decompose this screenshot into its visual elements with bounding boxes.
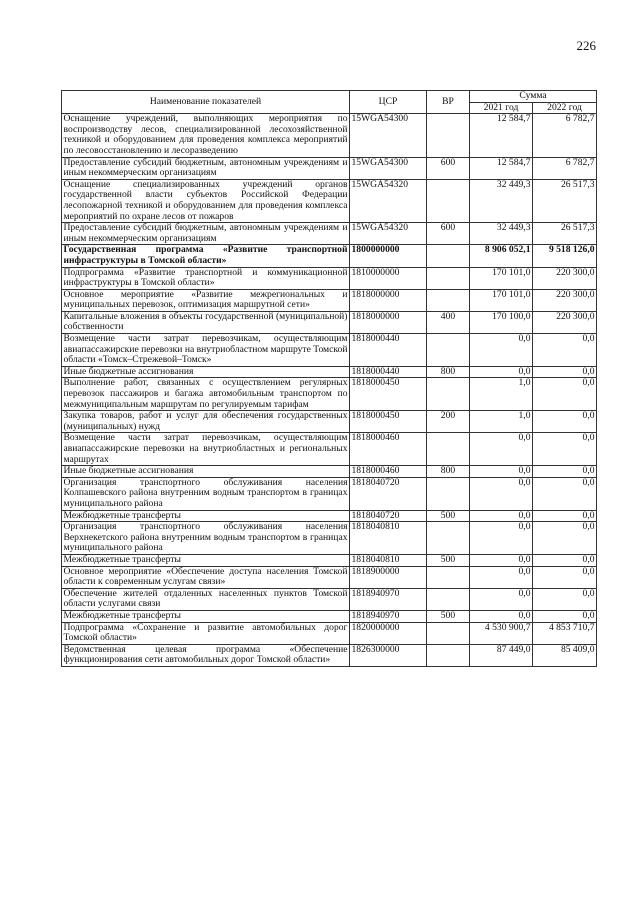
row-sum-2021: 1,0 [470,378,533,411]
row-sum-2021: 170 101,0 [470,289,533,311]
table-row [62,179,597,222]
table-header [62,91,597,114]
row-sum-2021: 0,0 [470,522,533,555]
table-row [62,466,597,478]
row-sum-2022: 0,0 [533,334,597,367]
row-code: 1826300000 [350,644,427,666]
row-sum-2021: 170 101,0 [470,267,533,289]
row-sum-2021: 12 584,7 [470,114,533,157]
row-sum-2022: 0,0 [533,522,597,555]
row-sum-2021: 0,0 [470,610,533,622]
table-row [62,157,597,179]
row-name: Предоставление субсидий бюджетным, автономным учреждениям и иным некоммерческим организациям [63,156,348,179]
row-name: Основное мероприятие «Обеспечение доступа населения Томской области к современным услугам связи» [63,565,348,588]
row-sum-2022: 0,0 [533,366,597,378]
row-code: 1818000460 [350,466,427,478]
row-code: 1818900000 [350,566,427,588]
row-vr [427,522,470,555]
row-vr [427,114,470,157]
header-year-2021: 2021 год [470,102,533,114]
row-code: 1818940970 [350,610,427,622]
row-name: Организация транспортного обслуживания населения Колпашевского района внутренним водным транспортом в границах муниципального района [63,476,348,509]
row-code: 15WGA54320 [350,223,427,245]
row-sum-2021: 0,0 [470,466,533,478]
row-sum-2022: 0,0 [533,477,597,510]
row-sum-2022: 0,0 [533,466,597,478]
row-code: 1818000450 [350,411,427,433]
row-sum-2022: 0,0 [533,566,597,588]
row-sum-2021: 12 584,7 [470,157,533,179]
row-sum-2021: 0,0 [470,334,533,367]
row-vr [427,334,470,367]
row-name: Межбюджетные трансферты [62,554,350,566]
row-vr [427,644,470,666]
row-vr [427,622,470,644]
table-row [62,566,597,588]
row-sum-2022: 0,0 [533,588,597,610]
row-name: Подпрограмма «Развитие транспортной и коммуникационной инфраструктуры в Томской области» [63,266,348,289]
row-name: Иные бюджетные ассигнования [62,366,350,378]
row-name: Иные бюджетные ассигнования [62,466,350,478]
table-row [62,522,597,555]
row-sum-2021: 0,0 [470,554,533,566]
header-sum: Сумма [470,91,597,103]
row-code: 15WGA54320 [350,179,427,222]
row-vr: 600 [427,223,470,245]
row-code: 1818040720 [350,510,427,522]
row-sum-2022: 220 300,0 [533,311,597,333]
table-row [62,245,597,267]
row-sum-2021: 0,0 [470,477,533,510]
row-code: 1820000000 [350,622,427,644]
row-vr: 600 [427,157,470,179]
row-vr: 500 [427,610,470,622]
row-code: 15WGA54300 [350,157,427,179]
header-vr: ВР [427,91,470,114]
row-name: Оснащение учреждений, выполняющих мероприятия по воспроизводству лесов, специализированной лесохозяйственной техникой и оборудованием для проведения комплекса мероприятий по лесовосстановлению и лесоразведению [63,113,348,156]
table-row [62,622,597,644]
row-sum-2022: 220 300,0 [533,267,597,289]
row-sum-2021: 1,0 [470,411,533,433]
row-name: Возмещение части затрат перевозчикам, осуществляющим авиапассажирские перевозки на внутриобластных и региональных маршрутах [63,432,348,465]
row-vr [427,245,470,267]
row-sum-2022: 0,0 [533,433,597,466]
row-code: 1818040810 [350,554,427,566]
row-code: 1818000000 [350,289,427,311]
table-row [62,554,597,566]
row-code: 15WGA54300 [350,114,427,157]
row-vr [427,267,470,289]
row-sum-2022: 26 517,3 [533,223,597,245]
row-sum-2021: 32 449,3 [470,223,533,245]
row-name: Выполнение работ, связанных с осуществлением регулярных перевозок пассажиров и багажа автомобильным транспортом по межмуниципальным маршрутам по регулируемым тарифам [63,377,348,410]
row-name: Межбюджетные трансферты [62,610,350,622]
row-name: Основное мероприятие «Развитие межрегиональных и муниципальных перевозок, оптимизация маршрутной сети» [63,288,348,311]
table-row [62,433,597,466]
row-vr: 500 [427,554,470,566]
row-code: 1818040810 [350,522,427,555]
table-row [62,267,597,289]
row-sum-2021: 170 100,0 [470,311,533,333]
row-vr: 800 [427,366,470,378]
header-code: ЦСР [350,91,427,114]
row-code: 1818000440 [350,334,427,367]
table-row [62,378,597,411]
row-sum-2021: 4 530 900,7 [470,622,533,644]
table-row [62,311,597,333]
table-row [62,588,597,610]
page-number: 226 [576,38,596,53]
row-code: 1818000000 [350,311,427,333]
row-vr: 200 [427,411,470,433]
row-name: Закупка товаров, работ и услуг для обеспечения государственных (муниципальных) нужд [63,410,348,432]
row-name: Капитальные вложения в объекты государственной (муниципальной) собственности [63,310,348,333]
row-code: 1818000450 [350,378,427,411]
row-code: 1818000460 [350,433,427,466]
table-row [62,510,597,522]
row-sum-2022: 85 409,0 [533,644,597,666]
row-name: Ведомственная целевая программа «Обеспечение функционирования сети автомобильных дорог Томской области» [63,643,348,666]
row-vr [427,289,470,311]
row-name: Обеспечение жителей отдаленных населенных пунктов Томской области услугами связи [63,587,348,610]
row-sum-2021: 0,0 [470,566,533,588]
row-sum-2022: 9 518 126,0 [533,245,597,267]
row-code: 1800000000 [350,245,427,267]
row-vr: 500 [427,510,470,522]
row-sum-2022: 4 853 710,7 [533,622,597,644]
row-vr [427,588,470,610]
row-sum-2021: 8 906 052,1 [470,245,533,267]
budget-table [61,90,597,667]
row-sum-2022: 6 782,7 [533,114,597,157]
row-name: Оснащение специализированных учреждений органов государственной власти субъектов Российской Федерации лесопожарной техникой и оборудованием для проведения комплекса мероприятий по охране лесов от пожаров [63,178,348,222]
row-sum-2021: 32 449,3 [470,179,533,222]
row-sum-2022: 0,0 [533,510,597,522]
row-code: 1818040720 [350,477,427,510]
row-sum-2021: 0,0 [470,510,533,522]
row-sum-2021: 0,0 [470,433,533,466]
row-name: Возмещение части затрат перевозчикам, осуществляющим авиапассажирские перевозки на внутриобластном маршруте Томской области «Томск–Стрежевой–Томск» [63,333,348,366]
row-sum-2022: 0,0 [533,411,597,433]
header-year-2022: 2022 год [533,102,597,114]
row-sum-2022: 0,0 [533,554,597,566]
row-name: Предоставление субсидий бюджетным, автономным учреждениям и иным некоммерческим организациям [63,222,348,244]
row-vr [427,433,470,466]
table-body [62,114,597,667]
row-vr [427,566,470,588]
row-vr: 400 [427,311,470,333]
row-sum-2022: 0,0 [533,378,597,411]
row-code: 1810000000 [350,267,427,289]
row-vr: 800 [427,466,470,478]
table-row [62,114,597,157]
row-sum-2022: 26 517,3 [533,179,597,222]
table-row [62,366,597,378]
table-row [62,289,597,311]
row-vr [427,378,470,411]
header-name: Наименование показателей [62,91,350,114]
row-name: Подпрограмма «Сохранение и развитие автомобильных дорог Томской области» [63,621,348,644]
row-name: Организация транспортного обслуживания населения Верхнекетского района внутренним водным транспортом в границах муниципального района [63,521,348,554]
row-name: Государственная программа «Развитие транспортной инфраструктуры в Томской области» [63,244,348,266]
table-row [62,610,597,622]
row-code: 1818940970 [350,588,427,610]
row-vr [427,477,470,510]
table-row [62,334,597,367]
row-name: Межбюджетные трансферты [62,510,350,522]
row-code: 1818000440 [350,366,427,378]
table-row [62,644,597,666]
row-sum-2021: 87 449,0 [470,644,533,666]
row-sum-2022: 0,0 [533,610,597,622]
table-row [62,223,597,245]
table-row [62,477,597,510]
row-sum-2021: 0,0 [470,366,533,378]
row-vr [427,179,470,222]
row-sum-2021: 0,0 [470,588,533,610]
table-row [62,411,597,433]
row-sum-2022: 6 782,7 [533,157,597,179]
row-sum-2022: 220 300,0 [533,289,597,311]
